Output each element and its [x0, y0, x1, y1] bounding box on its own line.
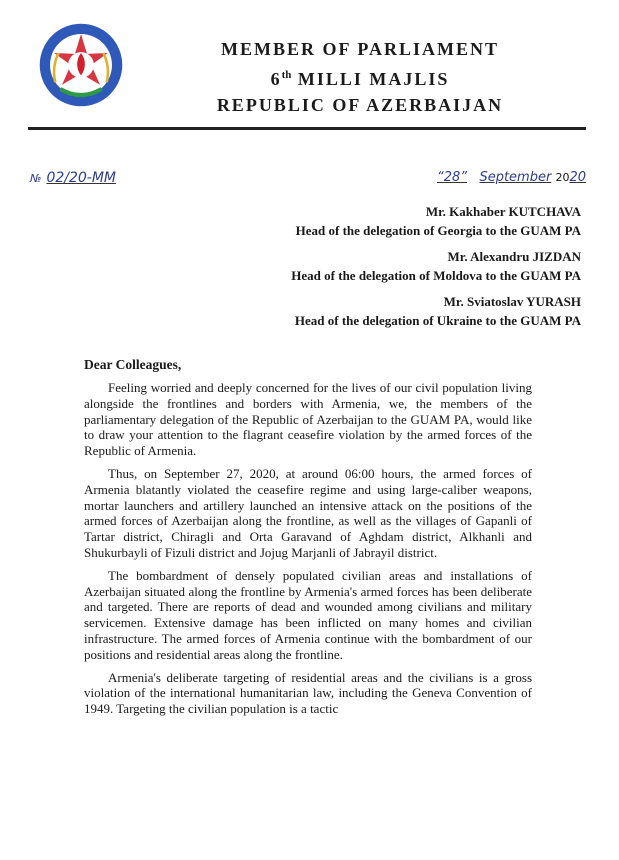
recipient-title: Head of the delegation of Ukraine to the GUAM PA [294, 313, 581, 328]
recipient [161, 202, 581, 240]
recipient [161, 247, 581, 285]
date-year-prefix: 20 [555, 171, 570, 184]
reference-value: 02/20-MM [46, 170, 116, 186]
reference-prefix: № [30, 172, 42, 185]
letter-date [437, 170, 586, 185]
letterhead-line-2-text: MILLI MAJLIS [291, 69, 450, 89]
letterhead-line-3: REPUBLIC OF AZERBAIJAN [216, 95, 504, 115]
body-paragraph: The bombardment of densely populated civilian areas and installations of Azerbaijan situated along the frontline by Armenia's armed forces has been deliberate and targeted. There are reports of dead and wounded among civilians and military servicemen. Extensive damage has been inflicted on many homes and civilian infrastructure. The armed forces of Armenia continue with the bombardment of our positions and residential areas along the frontline. [84, 567, 532, 662]
letterhead-line-2-ordinal: th [281, 69, 292, 81]
body-paragraph: Thus, on September 27, 2020, at around 06:00 hours, the armed forces of Armenia blatantly violated the ceasefire regime and using large-caliber weapons, mortar launchers and artillery launched an intensive attack on the positions of the armed forces of Azerbaijan along the frontline, as well as the villages of Gapanli of Tartar district, Chiragli and Orta Garavand of Aghdam district, Alkhanli and Shukurbayli of Fizuli district and Jojug Marjanli of Jabrayil district. [84, 465, 532, 560]
header-divider [28, 127, 586, 130]
salutation: Dear Colleagues, [84, 357, 182, 372]
body-paragraph: Feeling worried and deeply concerned for the lives of our civil population living alongside the frontlines and borders with Armenia, we, the members of the parliamentary delegation of the Republic of Azerbaijan to the GUAM PA, would like to draw your attention to the flagrant ceasefire violation by the armed forces of the Republic of Armenia. [84, 380, 532, 459]
recipient-name: Mr. Kakhaber KUTCHAVA [425, 204, 581, 219]
date-day: “28” [437, 170, 468, 185]
azerbaijan-emblem-icon [38, 22, 124, 108]
recipients-block [161, 202, 581, 337]
letter-body [84, 380, 532, 724]
recipient-title: Head of the delegation of Georgia to the GUAM PA [295, 223, 581, 238]
letterhead-line-1: MEMBER OF PARLIAMENT [221, 39, 499, 59]
body-paragraph: Armenia's deliberate targeting of residential areas and the civilians is a gross violation of the international humanitarian law, including the Geneva Convention of 1949. Targeting the civilian population is a tactic [84, 669, 532, 717]
letterhead-line-2-number: 6 [270, 69, 282, 89]
recipient-name: Mr. Sviatoslav YURASH [443, 294, 581, 309]
letterhead-line-2 [150, 62, 570, 92]
date-month: September [479, 170, 552, 185]
reference-number [30, 170, 116, 186]
recipient [161, 292, 581, 330]
letterhead [150, 36, 570, 118]
recipient-title: Head of the delegation of Moldova to the GUAM PA [291, 268, 581, 283]
date-year-suffix: 20 [569, 170, 586, 185]
recipient-name: Mr. Alexandru JIZDAN [447, 249, 581, 264]
